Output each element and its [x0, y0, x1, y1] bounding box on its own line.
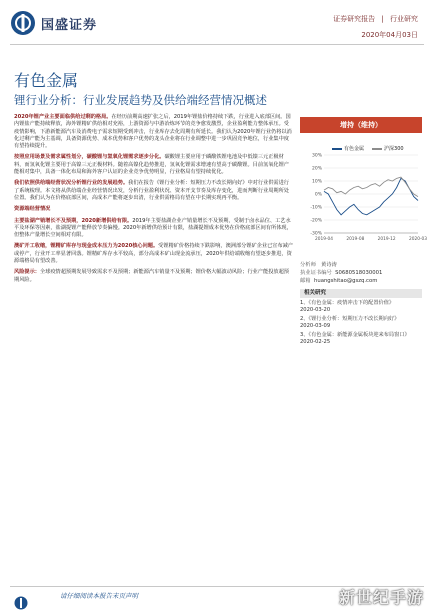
chart-ytick-label: -20%: [310, 218, 322, 224]
chart-series-sector-line: [324, 178, 418, 214]
email-label: 邮箱: [300, 278, 311, 284]
performance-chart: [300, 143, 427, 253]
paragraph-body: 在经历前期高速扩张之后，2019年锂盐价格持续下跌，行业进入底部区间。国内锂盐产能持续释放，海外锂精矿供给相对充裕，上游资源与中游冶炼环节的竞争愈发激烈，企业盈利能力整体承压。受疫情影响，下游新能源汽车及消费电子需求短期受到冲击，行业库存去化周期有所延长。我们认为2020年锂行业仍将以消化过剩产能为主基调，具备资源优势、成本优势和客户优势的龙头企业将在行业调整中进一步巩固竞争地位，行业集中度有望持续提升。: [14, 114, 292, 150]
risk-warning: [14, 269, 294, 284]
chart-plot: [300, 143, 427, 253]
paragraph-lead: 我们依照供给端经营状况分析锂行业的发展趋势。: [14, 180, 129, 187]
paragraph-5: [14, 243, 294, 265]
chart-legend: [332, 145, 404, 152]
section-heading: 资源端经营情况: [14, 206, 51, 213]
report-title: 锂行业分析：行业发展趋势及供给端经营情况概述: [14, 93, 267, 107]
related-item[interactable]: [300, 332, 422, 347]
brand-logo-icon: [10, 10, 36, 36]
legend-swatch-index: [372, 148, 382, 150]
related-item-title: 3、《有色金属：新能源金属板块迎来布局窗口》: [300, 331, 410, 338]
paragraph-1: [14, 114, 294, 150]
paragraph-lead: 主要盐湖产销增长不及预期，2020新增供给有限。: [14, 217, 133, 224]
legend-item-index: [372, 145, 404, 152]
brand-name: 国盛证券: [41, 17, 98, 33]
header-divider: [10, 44, 424, 45]
chart-ytick-label: -30%: [310, 231, 322, 237]
chart-ytick-label: -10%: [310, 205, 322, 211]
footer-logo-icon: [14, 596, 28, 610]
legend-swatch-sector: [332, 148, 342, 150]
paragraph-body: 碳酸锂主要应用于磷酸铁锂电池及中低镍三元正极材料，而氢氧化锂主要用于高镍三元正极材料。随着高镍化趋势推进，氢氧化锂需求增速有望高于碳酸锂。目前氢氧化锂产能相对集中，具备一体化布局和海外客户认证的企业竞争优势明显，行业格局有望持续优化。: [14, 154, 289, 176]
cert-row: [300, 269, 422, 277]
legend-item-sector: [332, 145, 364, 152]
watermark: 新世纪手游: [338, 588, 424, 607]
paragraph-body: 受锂精矿价格持续下跌影响，澳洲部分锂矿企业已宣布减产或停产，行业开工率显著回落。锂精矿库存水平较高，部分高成本矿山现金流承压，2020年供给端收缩有望逐步推进，资源端格局有望改善。: [14, 243, 294, 265]
chart-ytick-label: 10%: [311, 179, 322, 185]
cert-label: 执业证书编号: [300, 270, 332, 276]
report-type: 证券研究报告: [333, 15, 376, 23]
risk-body: 全球疫情超预期发展导致需求不及预期；新能源汽车销量不及预期；锂价格大幅波动风险；行业产能投放超预期风险。: [14, 269, 289, 283]
sidebar: [300, 117, 427, 347]
report-date: 2020年04月03日: [361, 31, 418, 39]
main-content: [14, 114, 294, 288]
paragraph-2: [14, 154, 294, 176]
paragraph-lead: 按照应用场景及需求属性划分，碳酸锂与氢氧化锂需求逐步分化。: [14, 154, 165, 161]
email-link[interactable]: huangshitao@gszq.com: [313, 278, 378, 284]
related-research-heading: 相关研究: [300, 289, 422, 298]
chart-xtick-label: 2019-04: [315, 237, 333, 242]
paragraph-body: 我们在报告《锂行业分析：短期压力不改长期向好》中对行业供需进行了系统梳理。本文将从供给端企业经营情况出发，分析行业盈利状况、资本开支节奏及库存变化，进而判断行业周期所处位置。我们认为在价格底部区间，高成本产能将逐步出清，行业供需格局有望在中长期实现再平衡。: [14, 180, 289, 201]
sector-title: 有色金属: [14, 71, 79, 90]
page-header: [0, 0, 434, 62]
paragraph-4: [14, 218, 294, 240]
legend-label: 沪深300: [384, 146, 404, 152]
related-item-date: 2020-03-20: [300, 307, 331, 314]
rating-badge: 增持（维持）: [300, 117, 422, 133]
paragraph-lead: 2020年锂产业主要面临供给过剩的格局。: [14, 114, 112, 120]
chart-ytick-label: 30%: [311, 153, 322, 159]
email-row: [300, 277, 422, 285]
related-item-title: 2、《锂行业分析：短期压力不改长期向好》: [300, 315, 400, 322]
legend-label: 有色金属: [344, 146, 365, 152]
related-item-date: 2020-03-09: [300, 323, 331, 330]
related-research-list: [300, 300, 422, 346]
footer-disclaimer: 请仔细阅读本报告末页声明: [60, 592, 138, 600]
brand-logo: [10, 10, 97, 36]
cert-number: S0680518030001: [335, 270, 383, 276]
chart-ytick-label: 0%: [314, 192, 322, 198]
related-item[interactable]: [300, 316, 422, 331]
chart-xtick-label: 2019-12: [377, 237, 396, 242]
related-item-date: 2020-02-25: [300, 339, 331, 346]
paragraph-3: [14, 180, 294, 202]
section-heading-resources: [14, 206, 294, 213]
report-category: 行业研究: [390, 15, 418, 23]
analyst-info: [300, 261, 422, 285]
analyst-row: [300, 261, 422, 269]
paragraph-body: 2019年主要盐湖企业产销量增长不及预期，受制于卤水品位、工艺水平及环保等因素，盐湖提锂产能释放节奏偏慢。2020年新增供给预计有限，盐湖提锂成本优势在价格底部区间有所体现，但整体产量增长空间相对有限。: [14, 217, 292, 239]
chart-xtick-label: 2019-08: [346, 237, 365, 242]
chart-xtick-label: 2020-03: [409, 237, 427, 242]
analyst-name: 黄诗涛: [320, 262, 337, 268]
related-item-title: 1、《有色金属：疫情冲击下的配置价值》: [300, 300, 395, 306]
related-item[interactable]: [300, 300, 422, 315]
analyst-label: 分析师: [300, 262, 316, 268]
chart-ytick-label: 20%: [311, 166, 322, 172]
meta-separator: |: [381, 15, 384, 23]
paragraph-lead: 澳矿开工收缩，锂精矿库存与现金成本压力为2020核心问题。: [14, 243, 159, 250]
risk-lead: 风险提示：: [14, 269, 40, 276]
report-meta: [329, 14, 418, 24]
